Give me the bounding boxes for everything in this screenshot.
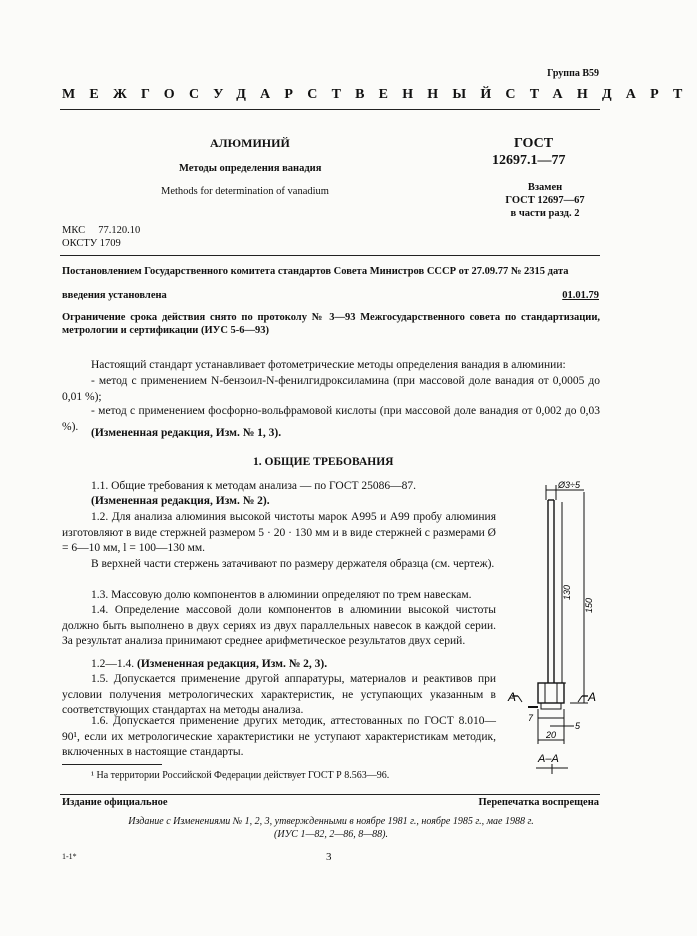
intro-p2: - метод с применением N-бензоил-N-фенилгидроксиламина (при массовой доле ванадия от 0,0005 до 0,01 %);: [62, 375, 600, 403]
banner-word-2: СТАНДАРТ: [505, 87, 697, 102]
page-number: 3: [326, 851, 332, 863]
clause-revision-text: (Измененная редакция, Изм. № 2, 3).: [137, 658, 328, 670]
section-a-right: A: [588, 690, 597, 704]
clause-revision: [91, 657, 327, 673]
clause-1-5: 1.5. Допускается применение другой аппаратуры, материалов и реактивов при условии получения метрологических характеристик, не уступающих указанным в соответствующих стандартах на методы анализа.: [62, 673, 496, 716]
doc-subtitle: Методы определения ванадия: [179, 163, 322, 174]
limit-note: Ограничение срока действия снято по протоколу № 3—93 Межгосударственного совета по стандартизации, метрологии и сертификации (ИУС 5-6—93): [62, 312, 600, 336]
standard-banner: [62, 87, 697, 103]
dia-label: Ø3÷5: [558, 480, 580, 490]
clause-1-1-revision: (Измененная редакция, Изм. № 2).: [91, 495, 270, 507]
doc-title: АЛЮМИНИЙ: [210, 136, 290, 150]
clause-1-1: 1.1. Общие требования к методам анализа — по ГОСТ 25086—87.: [91, 480, 417, 492]
edition-note: [62, 815, 600, 841]
decree-line-1: Постановлением Государственного комитета стандартов Совета Министров СССР от 27.09.77 № 2315 дата: [62, 266, 569, 277]
sample-drawing: [500, 478, 610, 778]
intro-revision: (Измененная редакция, Изм. № 1, 3).: [91, 427, 282, 439]
clause-revision-prefix: 1.2—1.4.: [91, 658, 135, 670]
footer-left: Издание официальное: [62, 797, 168, 808]
okstu-code: ОКСТУ 1709: [62, 238, 121, 249]
print-code: 1-1*: [62, 852, 77, 861]
dim-20-label: 20: [546, 730, 557, 740]
replace-line-1: Взамен: [527, 182, 563, 193]
clause-1-2-b: В верхней части стержень затачивают по размеру держателя образца (см. чертеж).: [91, 558, 495, 570]
decree-date: 01.01.79: [562, 290, 599, 301]
intro-p3: - метод с применением фосфорно-вольфрамовой кислоты (при массовой доле ванадия от 0,002 до 0,03 %).: [62, 405, 600, 433]
section-1-title: 1. ОБЩИЕ ТРЕБОВАНИЯ: [253, 456, 394, 468]
clause-1-4: 1.4. Определение массовой доли компонентов в алюминии высокой чистоты должно быть выполнено в двух сериях из двух параллельных навесок в каждой серии. За результат анализа принимают среднее арифметическое результатов двух серий.: [62, 604, 496, 647]
clause-1-3: 1.3. Массовую долю компонентов в алюминии определяют по трем навескам.: [91, 589, 472, 601]
dim-130-label: 130: [562, 584, 572, 600]
intro-p1: Настоящий стандарт устанавливает фотометрические методы определения ванадия в алюминии:: [91, 359, 566, 371]
footer-rule: [60, 794, 600, 795]
dim-5-label: 5: [575, 721, 581, 731]
header-rule: [60, 109, 600, 110]
section-arrow-right: [578, 696, 582, 702]
doc-english-title: Methods for determination of vanadium: [161, 186, 329, 197]
footer-right: Перепечатка воспрещена: [478, 797, 599, 808]
holder-body: [538, 683, 564, 703]
gost-label: ГОСТ: [514, 136, 554, 151]
section-aa-label: А–А: [538, 753, 559, 765]
gost-block: [492, 135, 566, 169]
footnote-rule: [62, 764, 162, 765]
title-rule: [60, 255, 600, 256]
replace-block: [490, 181, 600, 220]
gost-number: 12697.1—77: [492, 153, 566, 168]
dim-7-label: 7: [528, 713, 534, 723]
holder-base: [541, 703, 561, 709]
section-a-left: A: [508, 690, 517, 704]
classification-codes: [62, 224, 140, 250]
section-arrow-left: [518, 696, 522, 702]
group-label: Группа В59: [547, 68, 599, 79]
footnote: ¹ На территории Российской Федерации действует ГОСТ Р 8.563—96.: [91, 770, 390, 781]
decree-line-2: введения установлена: [62, 290, 167, 301]
dim-150-label: 150: [584, 597, 594, 613]
clause-1-6: 1.6. Допускается применение других методик, аттестованных по ГОСТ 8.010—90¹, если их метрологические характеристики не уступают характеристикам методик, включенных в настоящие стандарты.: [62, 715, 496, 758]
edition-line-2: (ИУС 1—82, 2—86, 8—88).: [274, 829, 388, 840]
replace-line-3: в части разд. 2: [510, 208, 580, 219]
banner-word-1: МЕЖГОСУДАРСТВЕННЫЙ: [62, 87, 506, 102]
clause-1-2: 1.2. Для анализа алюминия высокой чистоты марок А995 и А99 пробу алюминия изготовляют в виде стержней размером 5 · 20 · 130 мм и в виде стержней с размерами Ø = 6—10 мм, l = 100—130 мм.: [62, 511, 496, 554]
replace-line-2: ГОСТ 12697—67: [505, 195, 585, 206]
edition-line-1: Издание с Изменениями № 1, 2, 3, утвержденными в ноябре 1981 г., ноябре 1985 г., мае 1988 г.: [128, 816, 534, 827]
mks-code: МКС 77.120.10: [62, 225, 141, 236]
